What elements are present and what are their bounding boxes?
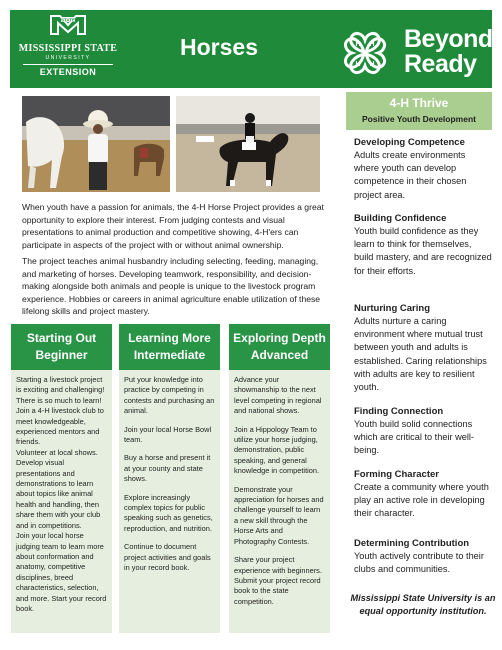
section-text: Create a community where youth play an active role in developing their character. (354, 482, 489, 519)
section-heading: Developing Competence (354, 137, 465, 148)
column-body (11, 370, 112, 633)
msu-m-logo-icon (48, 14, 88, 36)
svg-text:H: H (369, 61, 375, 68)
column-heading (119, 324, 220, 370)
column-heading-line2: Advanced (250, 348, 309, 362)
column-paragraph: Buy a horse and present it at your county and state shows. (124, 453, 211, 484)
svg-text:H: H (369, 41, 375, 48)
sidebar-section (354, 468, 492, 521)
column-heading-line2: Intermediate (133, 348, 206, 362)
logo-extension: EXTENSION (39, 67, 97, 77)
column-paragraph: Starting a livestock project is exciting and challenging! There is so much to learn! Join a 4-H livestock club to meet knowledgeable, experienced mentors and friends. Volunteer at local shows. Develop visual presentations and demonstrations to learn about topics like animal health and handling, then share them with your club and in competitions. Join your local horse judging team to learn more about conformation and anatomy, competitive disciplines, breed characteristics, selection, and more. Start your record book. (16, 375, 107, 613)
column-paragraph: Join your local Horse Bowl team. (124, 424, 212, 445)
column-paragraph: Put your knowledge into practice by competing in contests and purchasing an animal. (124, 375, 215, 416)
intro-paragraph-2: The project teaches animal husbandry including selecting, feeding, managing, and marketing of horses. Developing teamwork, responsibility, and decision-making alongside both animals and people is unique to the livestock program experience. Hobbies or careers in animal agriculture enable utilization of these lifelong skills and project mastery. (22, 256, 321, 317)
horse-photo (22, 96, 170, 192)
column-heading-line1: Learning More (128, 331, 211, 345)
page-header (10, 10, 492, 88)
section-heading: Building Confidence (354, 213, 447, 224)
intro-paragraph-1: When youth have a passion for animals, the 4-H Horse Project provides a great opportunity to explore their interest. From judging contests and visual presentations to animal production and competitive showing, 4-H'ers can participate in aspects of the project with or without animal ownership. (22, 202, 324, 250)
page-title: Horses (180, 34, 258, 60)
column-heading-line1: Exploring Depth (233, 331, 326, 345)
section-heading: Nurturing Caring (354, 303, 430, 314)
svg-text:H: H (355, 61, 361, 68)
column-heading-line2: Beginner (35, 348, 88, 362)
equal-opportunity-statement: Mississippi State University is an equal opportunity institution. (350, 593, 496, 616)
sidebar-section (354, 405, 492, 458)
section-heading: Finding Connection (354, 406, 444, 417)
sidebar-section (354, 212, 492, 278)
sidebar-section (354, 136, 492, 202)
tagline-line1: Beyond (404, 25, 493, 53)
logo-university-name: MISSISSIPPI STATE (18, 43, 118, 54)
column-paragraph: Share your project experience with beginners. Submit your project record book to the state competition. (234, 555, 322, 606)
column-heading-line1: Starting Out (26, 331, 97, 345)
column-beginner (11, 324, 112, 633)
section-text: Adults nurture a caring environment where mutual trust between youth and adults is established. Caring relationships with adults are key to resilient youth. (354, 316, 487, 393)
thrive-subtitle: Positive Youth Development (362, 114, 476, 124)
column-advanced (229, 324, 330, 633)
section-heading: Forming Character (354, 469, 439, 480)
logo-university-word: UNIVERSITY (45, 55, 91, 61)
column-heading (229, 324, 330, 370)
column-body (229, 370, 330, 633)
section-text: Youth build solid connections which are critical to their well-being. (354, 419, 474, 456)
column-paragraph: Advance your showmanship to the next level competing in regional and national shows. (234, 375, 322, 416)
section-text: Youth build confidence as they learn to think for themselves, build mastery, and are recognized for their efforts. (354, 226, 492, 276)
thrive-banner (346, 92, 492, 130)
section-text: Youth actively contribute to their clubs and communities. (354, 551, 484, 575)
column-body (119, 370, 220, 633)
sidebar-section (354, 537, 492, 576)
column-paragraph: Explore increasingly complex topics for public speaking such as genetics, reproduction, and nutrition. (124, 492, 213, 533)
column-paragraph: Join a Hippology Team to utilize your horse judging, demonstration, public speaking, and general knowledge in competition. (234, 424, 320, 476)
column-heading (11, 324, 112, 370)
beyond-ready-tagline (404, 27, 493, 77)
column-intermediate (119, 324, 220, 633)
section-text: Adults create environments where youth can develop competence in their chosen project area. (354, 150, 467, 200)
svg-text:H: H (355, 41, 361, 48)
tagline-line2: Ready (404, 50, 477, 78)
logo-top-text: STATE (60, 17, 76, 23)
section-heading: Determining Contribution (354, 538, 470, 549)
thrive-title: 4-H Thrive (389, 96, 449, 110)
sidebar-section (354, 302, 492, 394)
msu-extension-logo (16, 14, 120, 84)
dressage-photo (176, 96, 320, 192)
column-paragraph: Demonstrate your appreciation for horses and challenge yourself to learn a new skill through the Horse Arts and Photography Contests. (234, 484, 324, 546)
column-paragraph: Continue to document project activities and goals in your record book. (124, 542, 211, 573)
four-h-clover-icon (340, 28, 390, 78)
